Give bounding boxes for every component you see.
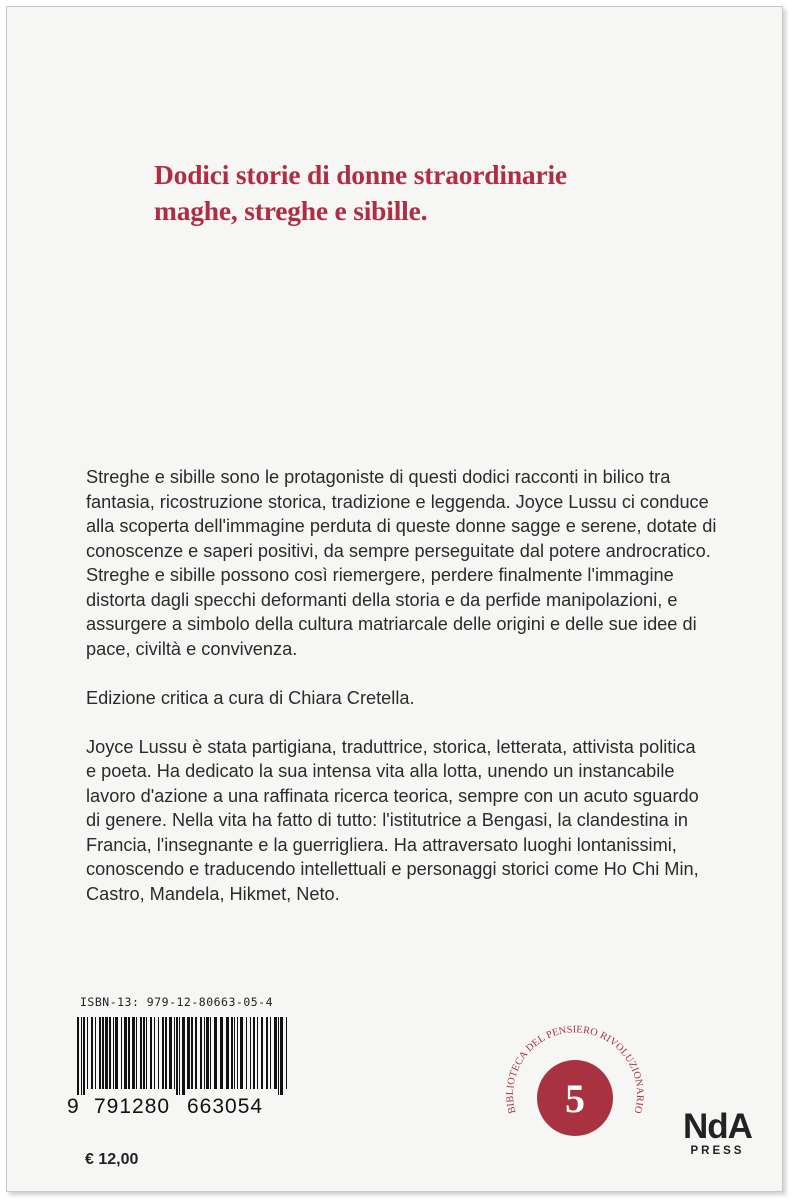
text-line: Edizione critica a cura di Chiara Cretella. [86, 687, 415, 708]
barcode-bar [140, 1017, 142, 1089]
isbn-label: ISBN-13: 979-12-80663-05-4 [80, 995, 274, 1009]
series-number: 5 [565, 1076, 585, 1121]
publisher-sub: PRESS [690, 1145, 745, 1157]
text-line: alla scoperta dell'immagine perduta di queste donne sagge e serene, dotate di [86, 516, 717, 536]
barcode-bar [261, 1017, 263, 1089]
barcode-bar [99, 1017, 101, 1089]
text-line: Castro, Mandela, Hikmet, Neto. [86, 883, 340, 904]
barcode-bar [200, 1017, 202, 1089]
barcode-bar [102, 1017, 104, 1089]
text-line: conoscenze e saperi positivi, da sempre perseguitate dal potere androcratico. [86, 540, 711, 561]
barcode-bar [136, 1017, 137, 1089]
barcode-bar [128, 1017, 130, 1089]
book-back-cover [6, 6, 783, 1192]
text-line: Streghe e sibille possono così riemergere, perdere finalmente l'immagine [86, 565, 674, 585]
barcode-bar [182, 1017, 185, 1095]
text-line: assurgere a simbolo della cultura matriarcale delle origini e delle sue idee di [86, 614, 697, 634]
barcode-bar [195, 1017, 197, 1089]
barcode-bar [132, 1017, 135, 1089]
barcode-bar [191, 1017, 193, 1089]
barcode-bar [246, 1017, 247, 1089]
barcode-bar [87, 1017, 88, 1089]
barcode-bar [206, 1017, 209, 1089]
barcode-bar [226, 1017, 229, 1089]
series-badge [495, 1018, 655, 1178]
barcode-bar [91, 1017, 93, 1089]
barcode-bar [204, 1017, 205, 1089]
barcode-bar [154, 1017, 155, 1089]
text-line: distorta dagli specchi deformanti della storia e da perfide manipolazioni, e [86, 589, 678, 610]
barcode-bar [83, 1017, 85, 1095]
price: € 12,00 [85, 1151, 139, 1168]
barcode-bar [240, 1017, 243, 1089]
text-line: e poeta. Ha dedicato la sua intensa vita alla lotta, unendo un instancabile [86, 761, 675, 781]
barcode-digit-group: 9 [67, 1095, 80, 1118]
barcode-bar [266, 1017, 268, 1089]
barcode-bar [174, 1017, 175, 1089]
barcode-bar [115, 1017, 118, 1089]
barcode-bar [113, 1017, 114, 1089]
barcode-bar [214, 1017, 217, 1089]
barcode-bar [278, 1017, 279, 1095]
barcode-digit-group: 663054 [187, 1095, 264, 1118]
barcode-bar [124, 1017, 127, 1089]
blurb-paragraph-author-bio [86, 735, 726, 907]
barcode-bar [253, 1017, 255, 1089]
text-line: Joyce Lussu è stata partigiana, traduttrice, storica, letterata, attivista politica [86, 736, 696, 757]
barcode-bar [121, 1017, 122, 1089]
barcode-bar [274, 1017, 277, 1089]
barcode-bar [81, 1017, 82, 1095]
text-line: pace, civiltà e convivenza. [86, 638, 298, 659]
text-line: Francia, l'insegnante e la guerrigliera. Ha attraversato luoghi lontanissimi, [86, 834, 677, 855]
barcode-bar [280, 1017, 283, 1095]
headline [154, 157, 567, 229]
barcode-icon [77, 1017, 287, 1095]
text-line: conoscendo e traducendo intellettuali e personaggi storici come Ho Chi Min, [86, 859, 699, 879]
barcode-bar [165, 1017, 167, 1089]
headline-line: Dodici storie di donne straordinarie [154, 159, 567, 190]
barcode-bar [176, 1017, 178, 1095]
barcode-bar [234, 1017, 235, 1089]
text-line: lavoro d'azione a una raffinata ricerca teorica, sempre con un acuto sguardo [86, 785, 699, 806]
barcode-bar [109, 1017, 111, 1089]
barcode-digit-group: 791280 [94, 1095, 171, 1118]
barcode-bar [162, 1017, 164, 1089]
barcode-bar [150, 1017, 152, 1089]
barcode-bar [143, 1017, 145, 1089]
blurb-paragraph-description [86, 465, 726, 661]
publisher-logo [683, 1107, 752, 1157]
barcode-bar [220, 1017, 223, 1089]
publisher-name: NdA [683, 1107, 752, 1146]
blurb-paragraph-edition [86, 686, 726, 711]
barcode-bar [77, 1017, 79, 1095]
blurb [86, 465, 726, 931]
barcode-bar [169, 1017, 172, 1089]
barcode-bar [95, 1017, 96, 1089]
barcode-bar [210, 1017, 211, 1089]
headline-line: maghe, streghe e sibille. [154, 195, 428, 226]
barcode-bar [270, 1017, 271, 1089]
series-ring-text: BIBLIOTECA DEL PENSIERO RIVOLUZIONARIO [504, 1024, 646, 1115]
barcode-bar [257, 1017, 258, 1089]
text-line: fantasia, ricostruzione storica, tradizione e leggenda. Joyce Lussu ci conduce [86, 491, 709, 512]
barcode-bar [231, 1017, 233, 1089]
barcode-bar [158, 1017, 159, 1089]
barcode-bar [250, 1017, 251, 1089]
barcode-bar [179, 1017, 180, 1095]
barcode-bar [237, 1017, 238, 1089]
text-line: di genere. Nella vita ha fatto di tutto: l'istitutrice a Bengasi, la clandestina in [86, 810, 688, 830]
barcode-bar [187, 1017, 190, 1089]
text-line: Streghe e sibille sono le protagoniste di questi dodici racconti in bilico tra [86, 467, 671, 487]
barcode-bar [146, 1017, 147, 1089]
barcode-bar [286, 1017, 287, 1089]
barcode-bar [105, 1017, 108, 1089]
